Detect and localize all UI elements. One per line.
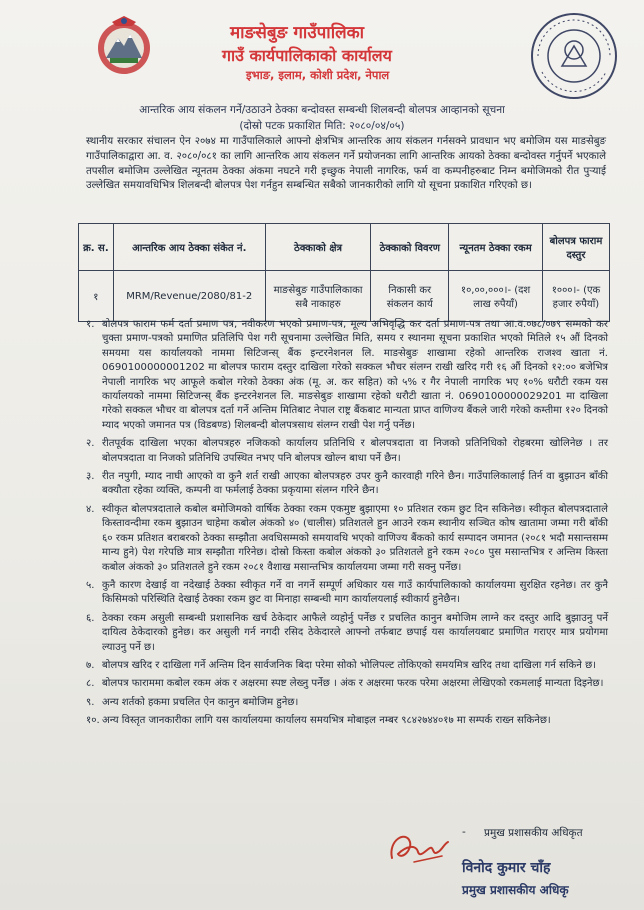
cell-min-amount: १०,००,०००।- (दश लाख रुपैयाँ) (449, 271, 543, 322)
list-item (86, 714, 608, 728)
col-header-contract-code: आन्तरिक आय ठेक्का संकेत नं. (113, 224, 265, 271)
item-number: ९. (86, 696, 95, 708)
handwritten-signature-icon (384, 820, 454, 870)
col-header-description: ठेक्काको विवरण (371, 224, 449, 271)
col-header-form-fee: बोलपत्र फाराम दस्तुर (542, 224, 609, 271)
item-number: २. (86, 438, 95, 450)
item-text: रीत नपुगी, म्याद नाघी आएको वा कुनै शर्त राखी आएका बोलपत्रहरु उपर कुनै कारवाही गरिने छैन। गाउँपालिकालाई तिर्न वा बुझाउन बाँकी बक्यौता रहेका व्यक्ति, कम्पनी वा फर्मलाई ठेक्का प्रकृयामा संलग्न गरिने छैन। (102, 471, 608, 497)
item-number: ३. (86, 471, 95, 483)
item-text: कुनै कारण देखाई वा नदेखाई ठेक्का स्वीकृत गर्ने वा नगर्ने सम्पूर्ण अधिकार यस गाउँ कार्यपालिकाको कार्यालयमा सुरक्षित रहनेछ। तर कुनै किसिमको परिस्थिति देखाई ठेक्का रकम छुट वा मिनाहा सम्बन्धी माग कार्यालयलाई स्वीकार्य हुनेछैन। (102, 579, 608, 606)
list-item (86, 659, 608, 673)
cell-area: माङसेबुङ गाउँपालिकाका सबै नाकाहरु (265, 271, 371, 322)
letterhead (0, 0, 644, 100)
list-item (86, 437, 608, 466)
list-item (86, 318, 608, 433)
list-item (86, 612, 608, 655)
office-address: इभाङ, इलाम, कोशी प्रदेश, नेपाल (246, 68, 390, 82)
list-item (86, 677, 608, 691)
col-header-min-amount: न्यूनतम ठेक्का रकम (449, 224, 543, 271)
col-header-serial: क्र. स. (79, 224, 114, 271)
item-number: १०. (86, 715, 100, 727)
item-text: अन्य शर्तको हकमा प्रचलित ऐन कानुन बमोजिम हुनेछ। (102, 696, 299, 708)
signature-dash: - (462, 826, 466, 838)
cell-serial: १ (79, 271, 114, 322)
notice-title: आन्तरिक आय संकलन गर्ने/उठाउने ठेक्का बन्दोवस्त सम्बन्धी शिलबन्दी बोलपत्र आव्हानको सूचना (139, 104, 505, 116)
item-text: बोलपत्र खरिद र दाखिला गर्ने अन्तिम दिन सार्वजनिक बिदा परेमा सोको भोलिपल्ट तोकिएको समयमित्र खरिद तथा दाखिला गर्न सकिने छ। (102, 659, 597, 671)
contract-table (78, 223, 610, 322)
item-text: रीतपूर्वक दाखिला भएका बोलपत्रहरु नजिकको कार्यालय प्रतिनिधि र बोलपत्रदाता वा निजको प्रतिनिधिको रोहबरमा खोलिनेछ । तर बोलपत्रदाता वा निजको प्रतिनिधि उपस्थित नभए पनि बोलपत्र खोल्न बाधा पर्ने छैन। (102, 438, 608, 464)
item-text: स्वीकृत बोलपत्रदाताले कबोल बमोजिमको वार्षिक ठेक्का रकम एकमुष्ट बुझाएमा १० प्रतिशत रकम छुट दिन सकिनेछ। स्वीकृत बोलपत्रदाताले किस्तावन्दीमा रकम बुझाउन चाहेमा कबोल अंकको ४० (चालीस) प्रतिशतले हुन आउने रकम स्थानीय सञ्चित कोष खातामा जम्मा गरी बाँकी ६० रकम प्रतिशत बराबरको ठेक्का सम्झौता अवधिसम्मको समयावधि भएको वाणिज्य बैंकको कार्य सम्पादन जमानत (२०८१ भदौ मसान्तसम्म मान्य हुने) पेश गरेपछि मात्र सम्झौता गरिनेछ। दोस्रो किस्ता कबोल अंकको ३० प्रतिशतले हुने रकम २०८० पुस मसान्तभित्र र अन्तिम किस्ता कबोल अंकको ३० प्रतिशतले हुने रकम २०८१ वैशाख मसान्तभित्र कार्यालयमा जम्मा गरी सक्नु पर्नेछ। (102, 503, 608, 573)
signatory-designation-stamp: प्रमुख प्रशासकीय अधिकृ (462, 883, 569, 897)
item-number: ६. (86, 612, 95, 624)
list-item (86, 696, 608, 710)
item-number: ८. (86, 678, 95, 690)
signatory-title: प्रमुख प्रशासकीय अधिकृत (484, 827, 583, 839)
table-row (79, 271, 610, 322)
cell-description: निकासी कर संकलन कार्य (371, 271, 449, 322)
notice-intro-paragraph: स्थानीय सरकार संचालन ऐन २०७४ मा गाउँपालिकाले आफ्नो क्षेत्रभित्र आन्तरिक आय संकलन गर्नसक्ने प्रावधान भए बमोजिम यस माङसेबुङ गाउँपालिकाद्वारा आ. व. २०८०/०८१ का लागि आन्तरिक आय संकलन गर्ने प्रयोजनका लागि आन्तरिक आयको ठेक्का बन्दोवस्त गर्नुपर्ने भएकाले तपसील बमोजिम उल्लेखित न्यूनतम ठेक्का अंकमा नघटने गरी इच्छुक नेपाली नागरिक, फर्म वा कम्पनीहरुबाट निम्न बमोजिमको रीत पुऱ्याई उल्लेखित समयावधिभित्र शिलबन्दी बोलपत्र पेश गर्नहुन सम्बन्धित सबैको जानकारीको लागि यो सूचना प्रकाशित गरिएको छ। (86, 136, 606, 192)
list-item (86, 470, 608, 499)
office-seal-stamp-icon (528, 10, 620, 102)
item-text: बोलपत्र फाराम फर्म दर्ता प्रमाण पत्र, नवीकरण भएको प्रमाण-पत्र, मूल्य अभिवृद्धि कर दर्ता प्रमाण-पत्र तथा आ.व.०७८/०७९ सम्मको कर चुक्ता प्रमाण-पत्रको प्रमाणित प्रतिलिपि पेश गरी सूचनामा उल्लेखित मिति, समय र स्थानमा सूचना प्रकाशित भएको मितिले १५ औं दिनको समयमा यस कार्यालयको नाममा सिटिजन्स् बैंक इन्टरनेशनल लि. माङसेबुङ शाखामा रहेको आन्तरिक राजश्व खाता नं. 0690100000001202 मा बोलपत्र फाराम दस्तुर दाखिला गरेको सक्कल भौचर संलग्न राखी खरिद गरी १६ औं दिनको १२:०० बजेभित्र नेपाली नागरिक भए आफूले कबोल गरेको ठेक्का अंक (मू. अ. कर सहित) को ५% र गैर नेपाली नागरिक भए १०% धरौटी रकम यस कार्यालयको नाममा सिटिजन्स् बैंक इन्टरनेशनल लि. माङसेबुङ शाखामा रहेको धरौटी खाता नं. 0690100000029201 मा दाखिला गरेको सक्कल भौचर वा बोलपत्र दर्ता गर्ने अन्तिम मितिबाट नेपाल राष्ट्र बैंकबाट मान्यता प्राप्त वाणिज्य बैंकले जारी गरेको कम्तीमा १२० दिनको म्याद भएको जमानत पत्र (विडबण्ड) शिलबन्दी बोलपत्रसाथ संलग्न राखी पेश गर्नु पर्नेछ। (102, 319, 608, 431)
nepal-government-emblem-icon (92, 14, 156, 78)
item-number: ५. (86, 579, 95, 591)
office-name: गाउँ कार्यपालिकाको कार्यालय (222, 46, 392, 65)
table-header-row (79, 224, 610, 271)
list-item (86, 503, 608, 575)
item-number: १. (86, 319, 95, 330)
cell-contract-code: MRM/Revenue/2080/81-2 (113, 271, 265, 322)
item-text: बोलपत्र फाराममा कबोल रकम अंक र अक्षरमा स्पष्ट लेख्नु पर्नेछ । अंक र अक्षरमा फरक परेमा अक्षरमा लेखिएको रकमलाई मान्यता दिइनेछ। (102, 678, 604, 690)
signatory-name-stamp: विनोद कुमार चाँह (462, 860, 551, 876)
cell-form-fee: १०००।- (एक हजार रुपैयाँ) (542, 271, 609, 322)
item-text: ठेक्का रकम असुली सम्बन्धी प्रशासनिक खर्च ठेकेदार आफैले व्यहोर्नु पर्नेछ र प्रचलित कानुन बमोजिम लाग्ने कर दस्तुर आदि बुझाउनु पर्ने दायित्व ठेकेदारको हुनेछ। कर असुली गर्न नगदी रसिद ठेकेदारले आफ्नो तर्फबाट छपाई यस कार्यालयबाट प्रमाणित गराएर मात्र प्रयोगमा ल्याउनु पर्ने छ। (102, 612, 608, 653)
municipality-name: माङसेबुङ गाउँपालिका (230, 23, 365, 43)
notice-subtitle: (दोस्रो पटक प्रकाशित मिति: २०८०/०४/०५) (239, 120, 405, 132)
terms-list (86, 318, 608, 733)
col-header-area: ठेक्काको क्षेत्र (265, 224, 371, 271)
list-item (86, 579, 608, 608)
item-number: ४. (86, 503, 95, 515)
item-text: अन्य विस्तृत जानकारीका लागि यस कार्यालयमा कार्यालय समयभित्र मोबाइल नम्बर ९८४२७४४०१७ मा सम्पर्क राख्न सकिनेछ। (102, 715, 551, 727)
item-number: ७. (86, 659, 95, 671)
